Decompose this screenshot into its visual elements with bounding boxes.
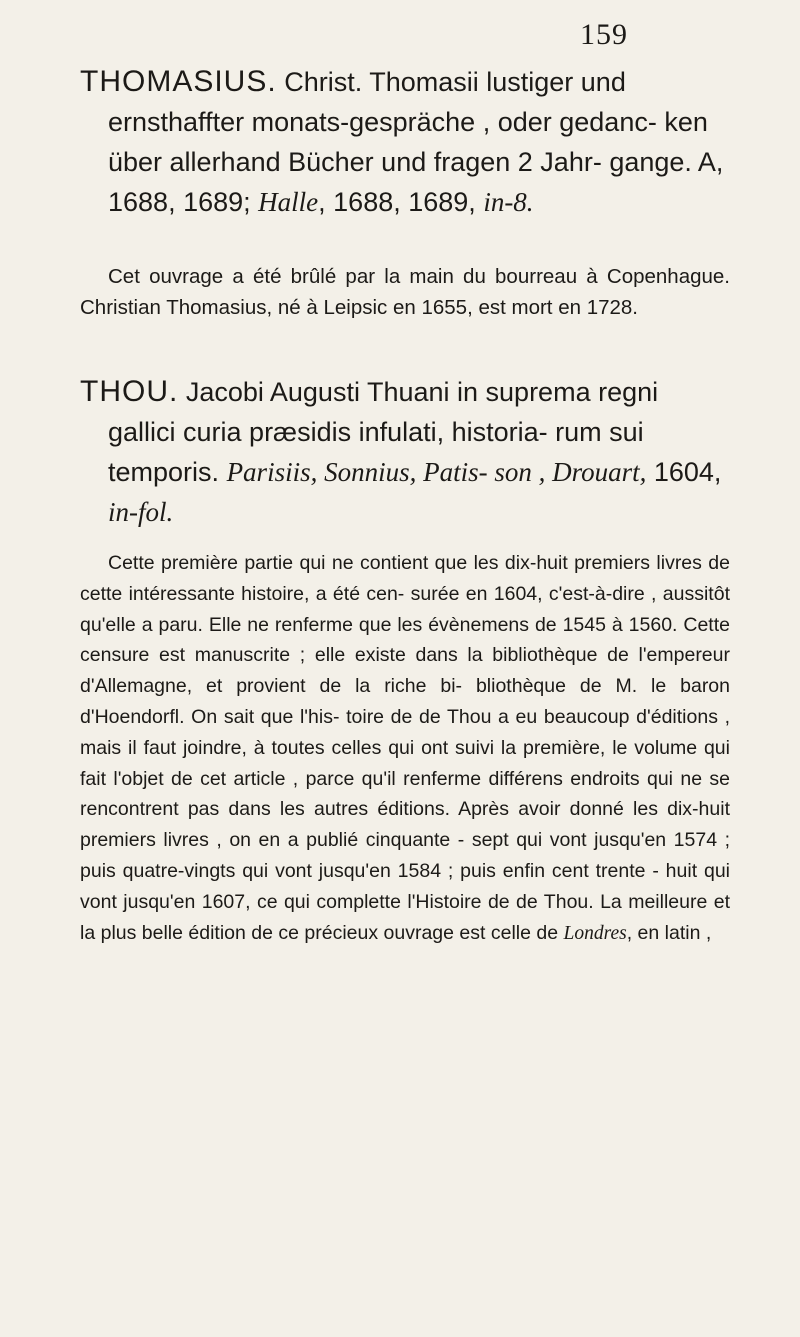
entry-note [80,262,730,323]
entry-thou [80,372,730,532]
entry-heading [80,372,730,532]
headword: THOMASIUS. [80,65,277,98]
title-text: Jacobi Augusti Thuani in suprema regni gallici curia præsidis infulati, historia- rum sui temporis. [108,377,659,487]
entry-note [80,548,730,949]
note-text: Cet ouvrage a été brûlé par la main du bourreau à Copenhague. Christian Thomasius, né à Leipsic en 1655, est mort en 1728. [80,265,730,319]
entry-thomasius [80,62,730,222]
note-place: Londres [563,922,627,944]
entry-thou-note [80,548,730,949]
title-text: Christ. Thomasii lustiger und ernsthaffter monats-gespräche , oder gedanc- ken über allerhand Bücher und fragen 2 Jahr- gange. A, 1688, 1689; [108,67,724,217]
entry-thomasius-note [80,262,730,323]
imprint-publishers: Parisiis, Sonnius, Patis- son , Drouart, [226,457,647,487]
format: in-8. [483,187,534,217]
imprint-place: Halle [258,187,319,217]
note-end: , en latin , [626,921,712,944]
imprint-year: 1604, [646,457,722,487]
entry-heading [80,62,730,222]
headword: THOU. [80,375,179,408]
imprint-years: , 1688, 1689, [318,187,476,217]
format: in-fol. [108,497,174,527]
page-number: 159 [580,18,628,51]
note-text: Cette première partie qui ne contient que les dix-huit premiers livres de cette intéressante histoire, a été cen- surée en 1604, c'est-à-dire , aussitôt qu'elle a paru. Elle ne renferme que les évènemens de 1545 à 1560. Cette censure est manuscrite ; elle existe dans la bibliothèque de l'empereur d'Allemagne, et provient de la riche bi- bliothèque de M. le baron d'Hoendorfl. On sait que l'his- toire de de Thou a eu beaucoup d'éditions , mais il faut joindre, à toutes celles qui ont suivi la première, le volume qui fait l'objet de cet article , parce qu'il renferme différens endroits qui ne se rencontrent pas dans les autres éditions. Après avoir donné les dix-huit premiers livres , on en a publié cinquante - sept qui vont jusqu'en 1574 ; puis quatre-vingts qui vont jusqu'en 1584 ; puis enfin cent trente - huit qui vont jusqu'en 1607, ce qui complette l'Histoire de de Thou. La meilleure et la plus belle édition de ce précieux ouvrage est celle de [80,552,730,944]
